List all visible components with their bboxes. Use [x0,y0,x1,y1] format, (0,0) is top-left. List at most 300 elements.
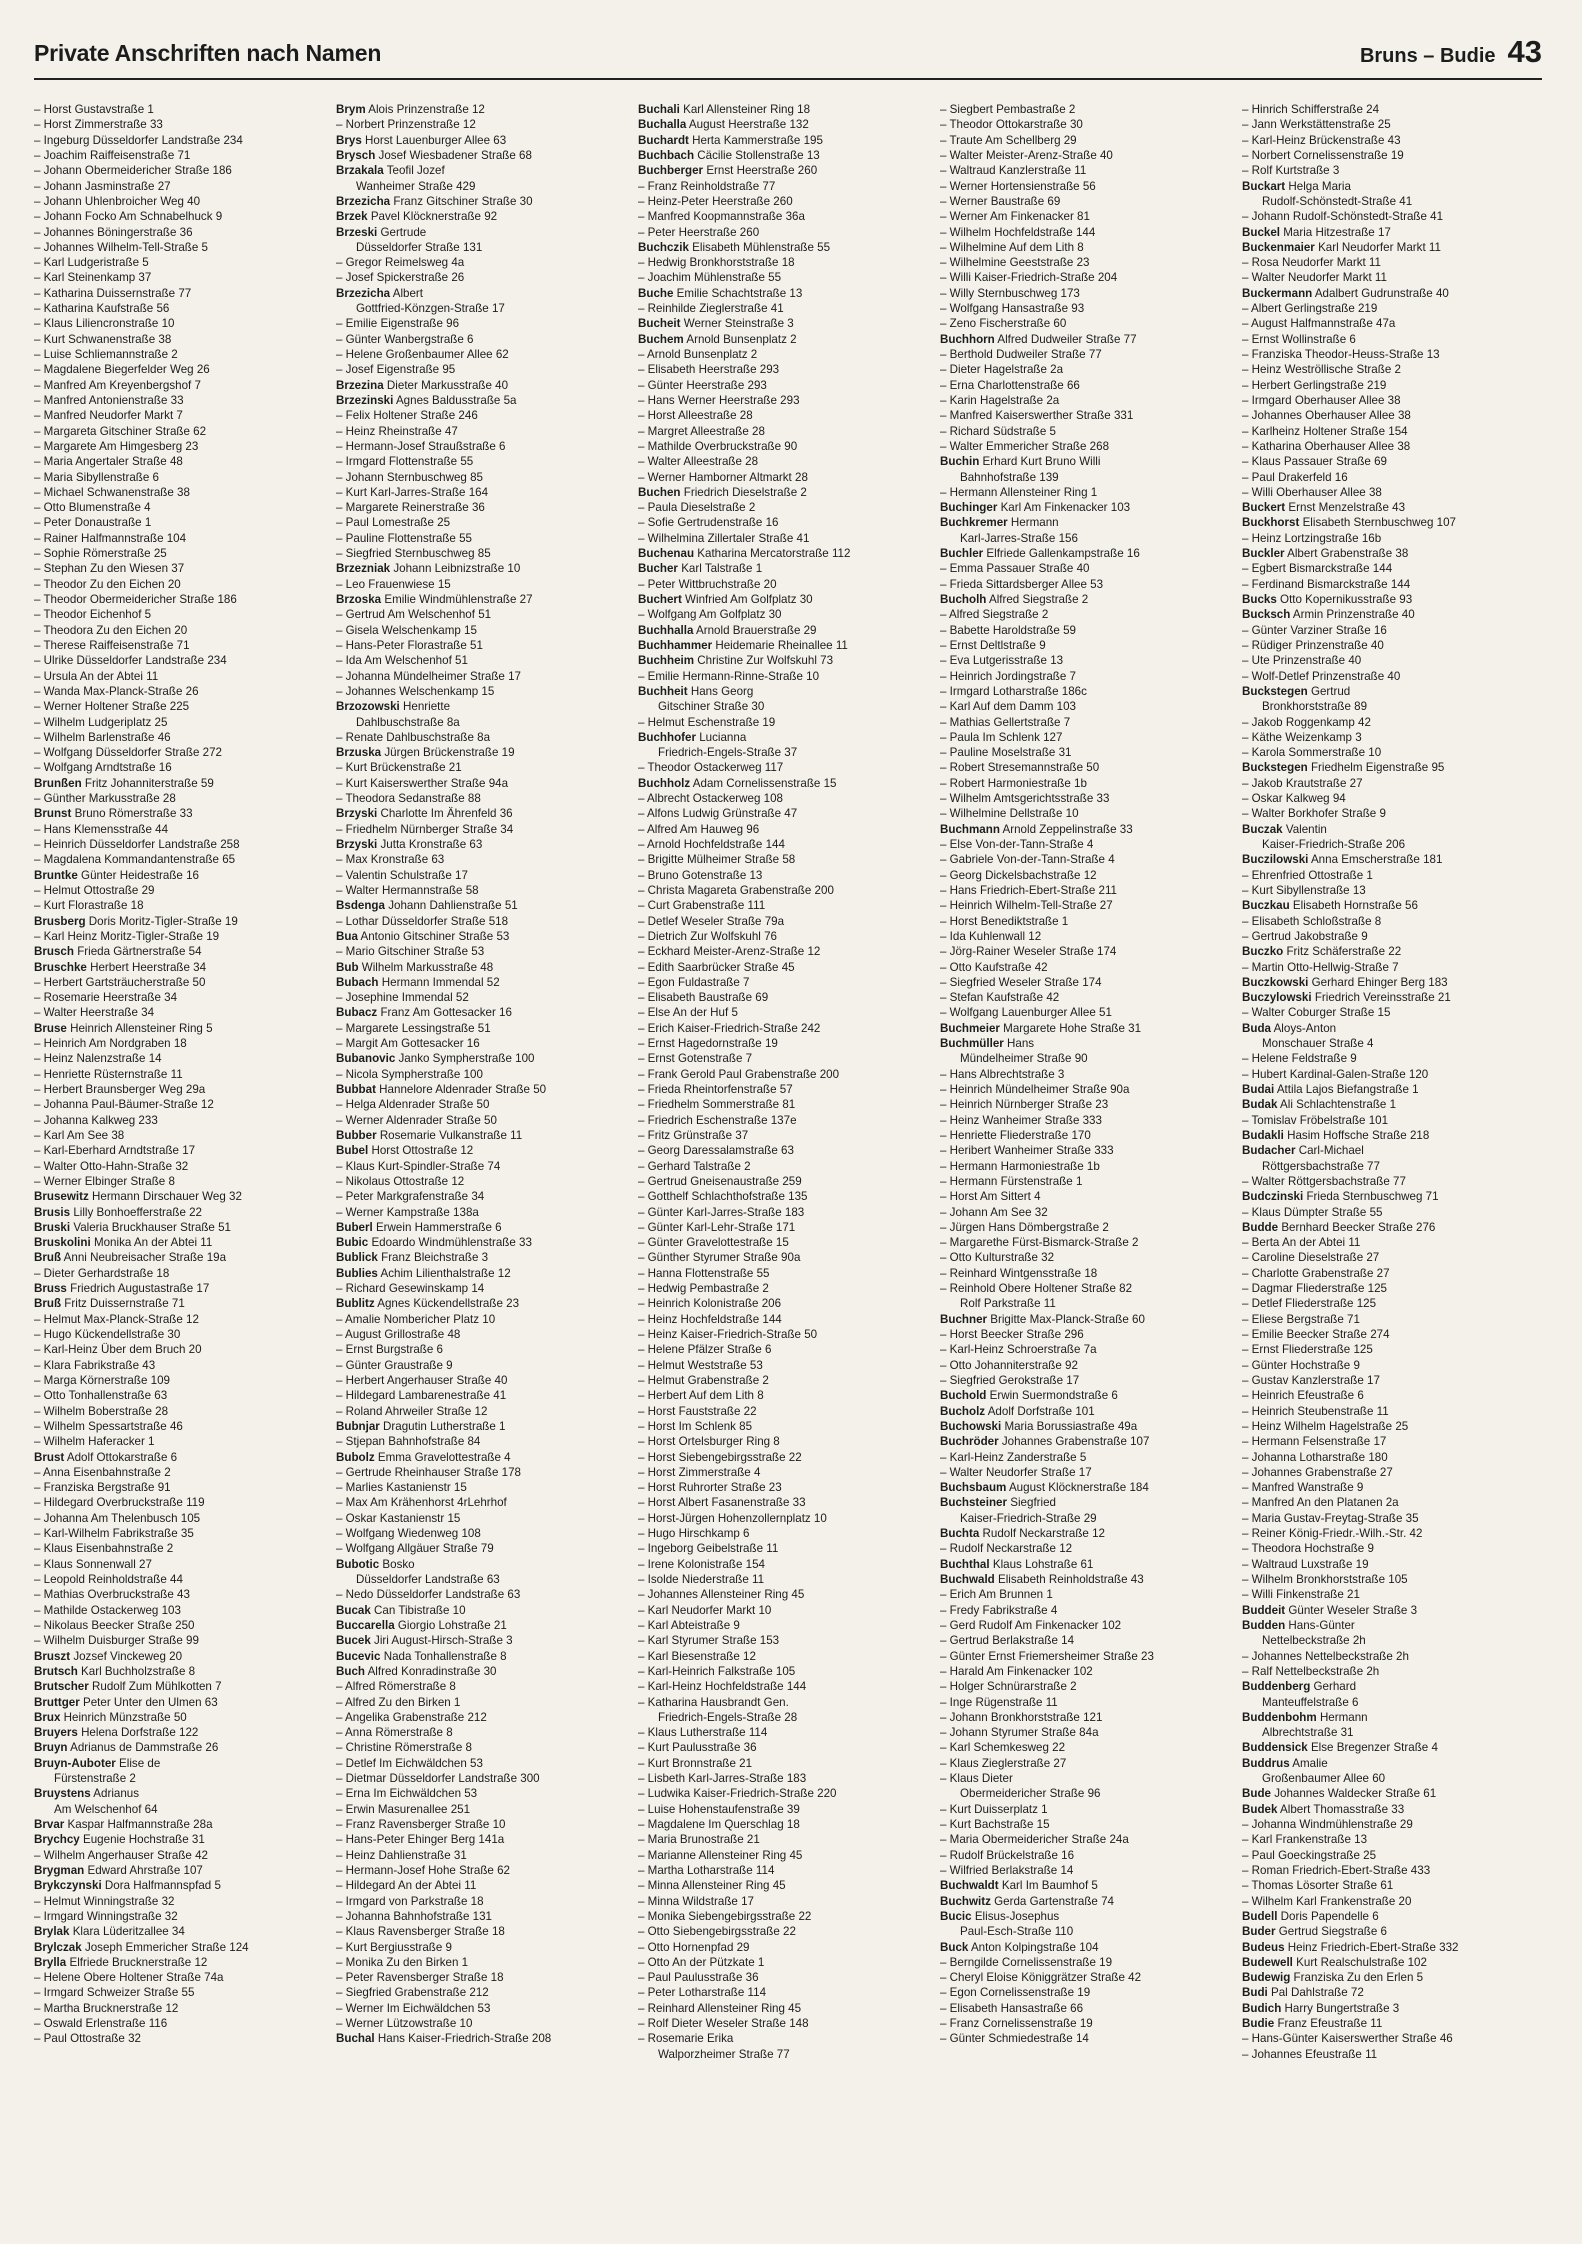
directory-entry [336,914,638,929]
directory-entry [336,837,638,852]
entry-text: – Siegbert Pembastraße 2 [940,103,1076,116]
entry-text: Hermann [1010,516,1059,530]
entry-surname: Bubel [336,1144,369,1158]
directory-entry [638,362,940,377]
directory-entry [638,760,940,775]
directory-entry [638,1005,940,1020]
entry-text: – Günter Varziner Straße 16 [1242,623,1387,637]
entry-text: – Karl-Heinrich Falkstraße 105 [638,1664,796,1678]
entry-text: – Manfred Wanstraße 9 [1242,1481,1364,1495]
directory-entry [1242,485,1544,500]
name-range: Bruns – Budie [1359,45,1496,67]
entry-text: – Frieda Sittardsberger Allee 53 [940,577,1104,591]
entry-text: Pavel Klöcknerstraße 92 [370,210,498,224]
directory-entry [638,454,940,469]
entry-text: – Magdalene Im Querschlag 18 [638,1818,800,1831]
entry-text: – Wolfgang Düsseldorfer Straße 272 [34,746,222,760]
directory-entry [1242,1679,1544,1694]
directory-entry [34,179,336,194]
entry-surname: Brygman [34,1863,85,1877]
entry-surname: Buckstegen [1242,684,1308,698]
entry-text: – Johann Obermeidericher Straße 186 [34,164,232,178]
entry-text: – Ludwika Kaiser-Friedrich-Straße 220 [638,1787,837,1801]
directory-entry [1242,1970,1544,1985]
directory-entry [34,1649,336,1664]
entry-text: – Reinhilde Zieglerstraße 41 [638,302,784,316]
directory-entry [940,561,1242,576]
directory-entry [1242,669,1544,684]
entry-text: – Jörg-Rainer Weseler Straße 174 [940,945,1117,959]
entry-text: – Heinz Kaiser-Friedrich-Straße 50 [638,1328,818,1341]
entry-text: Winfried Am Golfplatz 30 [685,593,813,606]
entry-text: – Karl-Heinz Zanderstraße 5 [940,1450,1087,1464]
entry-text: Großenbaumer Allee 60 [1262,1772,1386,1786]
directory-entry [34,1465,336,1480]
directory-entry [336,1495,638,1510]
directory-entry [336,1970,638,1985]
directory-entry [1242,117,1544,132]
directory-entry [1242,1266,1544,1281]
entry-text: – Johannes Welschenkamp 15 [336,684,495,698]
directory-entry [638,2047,940,2062]
directory-entry [638,1189,940,1204]
entry-text: – Johannes Allensteiner Ring 45 [638,1588,805,1602]
directory-entry [34,715,336,730]
column-1 [34,102,336,2226]
entry-text: – Elisabeth Heerstraße 293 [638,363,780,377]
directory-entry [940,760,1242,775]
directory-entry [638,791,940,806]
directory-entry [1242,424,1544,439]
directory-entry [1242,1618,1544,1633]
entry-text: – Siegfried Grabenstraße 212 [336,1986,489,2000]
directory-entry [34,806,336,821]
directory-entry [34,1740,336,1755]
entry-surname: Bruszt [34,1649,71,1663]
directory-entry [940,592,1242,607]
entry-text: Adolf Dorfstraße 101 [987,1404,1095,1418]
directory-entry [940,730,1242,745]
directory-entry [34,1909,336,1924]
entry-text: – Kurt Bergiusstraße 9 [336,1940,452,1954]
entry-text: Teofil Jozef [386,164,445,178]
entry-text: – Wolfgang Wiedenweg 108 [336,1527,481,1541]
entry-text: – Franziska Bergstraße 91 [34,1481,171,1495]
directory-entry [1242,699,1544,714]
directory-entry [34,1756,336,1771]
entry-text: – Mathias Overbruckstraße 43 [34,1588,190,1602]
directory-entry [940,1235,1242,1250]
directory-entry [34,546,336,561]
entry-text: – Franz Cornelissenstraße 19 [940,2017,1093,2031]
entry-surname: Bruystens [34,1787,91,1801]
directory-entry [1242,1051,1544,1066]
entry-text: – Paul Paulusstraße 36 [638,1971,759,1985]
entry-text: Henriette [403,700,451,714]
directory-entry [1242,1786,1544,1801]
entry-text: – Karl-Heinz Hochfeldstraße 144 [638,1680,807,1694]
directory-entry [940,1159,1242,1174]
directory-entry [1242,1848,1544,1863]
entry-text: Edward Ahrstraße 107 [87,1863,203,1877]
entry-text: – Harald Am Finkenacker 102 [940,1664,1093,1678]
directory-entry [336,1863,638,1878]
entry-text: – Horst Zimmerstraße 4 [638,1465,761,1479]
entry-text: – Kurt Paulusstraße 36 [638,1741,757,1755]
entry-text: – Ernst Fliederstraße 125 [1242,1343,1373,1357]
directory-entry [336,806,638,821]
directory-entry [34,531,336,546]
directory-entry [336,592,638,607]
entry-text: – Hedwig Bronkhorststraße 18 [638,256,795,270]
directory-entry [34,1358,336,1373]
directory-entry [336,1342,638,1357]
directory-entry [1242,1067,1544,1082]
entry-text: Hasim Hoffsche Straße 218 [1287,1128,1430,1142]
directory-entry [940,1710,1242,1725]
directory-entry [34,1388,336,1403]
directory-entry [638,1128,940,1143]
directory-entry [638,102,940,117]
directory-entry [336,929,638,944]
directory-entry [1242,1373,1544,1388]
entry-text: Johannes Waldecker Straße 61 [1274,1787,1437,1801]
entry-surname: Buchhofer [638,730,696,744]
entry-text: Werner Steinstraße 3 [683,317,794,331]
entry-surname: Brzoska [336,593,382,606]
directory-entry [34,975,336,990]
entry-text: – Siegfried Weseler Straße 174 [940,975,1102,989]
directory-entry [336,1005,638,1020]
entry-text: – Horst-Jürgen Hohenzollernplatz 10 [638,1511,827,1525]
entry-surname: Brylak [34,1925,70,1939]
entry-text: – Berthold Dudweiler Straße 77 [940,348,1102,361]
entry-text: – Karl Neudorfer Markt 10 [638,1603,772,1617]
directory-entry [34,883,336,898]
entry-text: Franz Bleichstraße 3 [381,1251,489,1265]
directory-entry [34,2031,336,2046]
directory-entry [638,1266,940,1281]
directory-entry [1242,1250,1544,1265]
entry-text: Elisus-Josephus [974,1909,1060,1923]
page-number: 43 [1507,34,1542,69]
entry-surname: Bucksch [1242,608,1291,622]
directory-entry [336,1358,638,1373]
entry-text: – Zeno Fischerstraße 60 [940,317,1067,331]
directory-entry [1242,806,1544,821]
entry-text: – Johann Bronkhorststraße 121 [940,1710,1103,1724]
entry-text: Friedhelm Eigenstraße 95 [1310,761,1445,775]
entry-text: Agnes Kückendellstraße 23 [377,1297,520,1311]
directory-entry [940,1878,1242,1893]
entry-text: – Heinrich Kolonistraße 206 [638,1297,782,1311]
entry-text: – Gerhard Talstraße 2 [638,1159,751,1173]
directory-entry [336,1771,638,1786]
entry-surname: Bruß [34,1251,62,1265]
directory-entry [940,2016,1242,2031]
entry-text: – Mathias Gellertstraße 7 [940,715,1071,729]
entry-text: – Margarethe Fürst-Bismarck-Straße 2 [940,1236,1139,1250]
directory-entry [1242,1419,1544,1434]
entry-text: – Wilhelmine Geeststraße 23 [940,256,1090,270]
directory-entry [336,240,638,255]
entry-surname: Buchheit [638,684,688,698]
directory-entry [1242,638,1544,653]
directory-entry [34,776,336,791]
directory-entry [638,653,940,668]
entry-text: Monschauer Straße 4 [1262,1037,1374,1051]
entry-text: – Leo Frauenwiese 15 [336,577,451,591]
directory-entry [1242,1695,1544,1710]
directory-entry [336,699,638,714]
entry-text: – Dietmar Düsseldorfer Landstraße 300 [336,1772,540,1786]
entry-text: – Wilhelm Hochfeldstraße 144 [940,225,1096,239]
entry-text: – Elisabeth Baustraße 69 [638,991,769,1005]
entry-surname: Buchen [638,485,681,499]
directory-entry [336,347,638,362]
entry-text: – Günter Ernst Friemersheimer Straße 23 [940,1649,1154,1663]
entry-text: – Minna Allensteiner Ring 45 [638,1879,786,1893]
entry-text: – Rudolf Neckarstraße 12 [940,1542,1073,1556]
directory-entry [1242,439,1544,454]
entry-text: – Heinz-Peter Heerstraße 260 [638,194,793,208]
directory-entry [1242,1327,1544,1342]
directory-entry [638,1327,940,1342]
directory-entry [34,1863,336,1878]
entry-text: Fritz Duissernstraße 71 [64,1297,185,1311]
entry-text: – Waltraud Kanzlerstraße 11 [940,164,1087,178]
directory-entry [336,684,638,699]
entry-surname: Buchmeier [940,1021,1000,1035]
entry-text: Erwein Hammerstraße 6 [375,1220,502,1234]
directory-entry [336,270,638,285]
entry-text: Mündelheimer Straße 90 [960,1052,1088,1066]
entry-text: – Anna Eisenbahnstraße 2 [34,1465,171,1479]
directory-entry [336,225,638,240]
entry-text: – Heinz Lortzingstraße 16b [1242,531,1382,545]
directory-entry [638,1159,940,1174]
entry-text: – Werner Aldenrader Straße 50 [336,1113,497,1127]
directory-entry [34,561,336,576]
directory-entry [1242,515,1544,530]
entry-text: – Alfred Am Hauweg 96 [638,822,760,836]
entry-text: – Friedhelm Nürnberger Straße 34 [336,822,514,836]
entry-text: – Frank Gerold Paul Grabenstraße 200 [638,1067,840,1081]
directory-entry [940,1894,1242,1909]
entry-text: – Sophie Römerstraße 25 [34,547,167,561]
directory-entry [638,745,940,760]
directory-entry [34,485,336,500]
directory-entry [638,806,940,821]
directory-entry [940,546,1242,561]
entry-text: – Johanna Mündelheimer Straße 17 [336,669,521,683]
entry-text: Karl Talstraße 1 [681,562,763,576]
directory-entry [336,1511,638,1526]
entry-text: – Werner Im Eichwäldchen 53 [336,2001,491,2015]
entry-text: – Heribert Wanheimer Straße 333 [940,1144,1114,1158]
entry-text: Carl-Michael [1298,1144,1364,1158]
directory-entry [336,1082,638,1097]
entry-text: – Paul Goeckingstraße 25 [1242,1848,1377,1862]
entry-surname: Brysch [336,148,376,162]
entry-surname: Bubotic [336,1557,380,1571]
directory-entry [336,148,638,163]
entry-text: – Werner Holtener Straße 225 [34,700,190,714]
entry-text: Erwin Suermondstraße 6 [989,1389,1118,1403]
directory-entry [1242,1281,1544,1296]
directory-entry [34,424,336,439]
entry-surname: Buchheim [638,654,695,668]
entry-surname: Bruse [34,1021,67,1035]
entry-text: – Max Am Krähenhorst 4rLehrhof [336,1496,507,1510]
directory-entry [336,485,638,500]
directory-entry [940,837,1242,852]
entry-text: Hermann Dirschauer Weg 32 [92,1190,242,1204]
directory-entry [638,699,940,714]
entry-text: – Jakob Krautstraße 27 [1242,776,1363,790]
entry-text: – Manfred Kaiserswerther Straße 331 [940,409,1134,423]
entry-text: – Peter Markgrafenstraße 34 [336,1190,485,1204]
entry-surname: Bublies [336,1266,378,1280]
directory-entry [34,1312,336,1327]
entry-surname: Buczak [1242,822,1283,836]
directory-entry [638,179,940,194]
entry-text: Gitschiner Straße 30 [658,700,765,714]
directory-entry [34,1955,336,1970]
entry-text: – Horst Fauststraße 22 [638,1404,757,1418]
entry-text: – Erich Am Brunnen 1 [940,1588,1053,1602]
entry-text: Johannes Grabenstraße 107 [1001,1435,1150,1449]
entry-text: – Hans Werner Heerstraße 293 [638,393,800,407]
entry-surname: Bubber [336,1128,377,1142]
directory-entry [638,1480,940,1495]
entry-text: – Wilhelm Angerhauser Straße 42 [34,1848,208,1862]
entry-surname: Bubanovic [336,1052,396,1066]
directory-entry [1242,1404,1544,1419]
directory-entry [940,1128,1242,1143]
directory-entry [940,1771,1242,1786]
entry-text: – Günter Graustraße 9 [336,1358,453,1372]
entry-text: – Nikolaus Beecker Straße 250 [34,1618,195,1632]
entry-text: – Pauline Flottenstraße 55 [336,531,472,545]
entry-text: Doris Moritz-Tigler-Straße 19 [88,914,238,928]
directory-entry [940,638,1242,653]
directory-entry [1242,975,1544,990]
entry-text: – Frieda Rheintorfenstraße 57 [638,1083,793,1096]
entry-text: – Günther Styrumer Straße 90a [638,1251,801,1265]
directory-entry [34,1434,336,1449]
directory-entry [638,1097,940,1112]
entry-text: – Karl Frankenstraße 13 [1242,1833,1368,1847]
entry-text: Adolf Ottokarstraße 6 [66,1450,178,1464]
entry-text: – Thomas Lösorter Straße 61 [1242,1879,1394,1893]
column-2 [336,102,638,2226]
entry-surname: Budeus [1242,1940,1285,1954]
entry-text: Doris Papendelle 6 [1280,1909,1379,1923]
entry-text: Alfred Dudweiler Straße 77 [997,332,1137,346]
directory-entry [940,745,1242,760]
directory-entry [1242,1342,1544,1357]
directory-entry [940,500,1242,515]
directory-entry [940,255,1242,270]
entry-text: – Erich Kaiser-Friedrich-Straße 242 [638,1021,821,1035]
entry-text: Dora Halfmannspfad 5 [104,1879,221,1893]
entry-surname: Buchin [940,455,980,469]
entry-surname: Bucheit [638,317,681,331]
entry-text: – Luise Schliemannstraße 2 [34,348,178,361]
directory-entry [34,1113,336,1128]
directory-entry [1242,2001,1544,2016]
entry-surname: Brzezinski [336,393,394,407]
entry-text: Aloys-Anton [1273,1021,1337,1035]
directory-entry [940,1511,1242,1526]
entry-text: Bosko [382,1557,415,1571]
directory-entry [638,470,940,485]
entry-text: Adrianus de Dammstraße 26 [70,1741,219,1755]
directory-entry [638,1342,940,1357]
entry-text: – Peter Ravensberger Straße 18 [336,1971,504,1985]
directory-entry [940,2031,1242,2046]
directory-entry [940,1649,1242,1664]
entry-text: Friedrich-Engels-Straße 37 [658,746,798,760]
entry-text: – Helene Pfälzer Straße 6 [638,1343,772,1357]
directory-entry [638,332,940,347]
directory-entry [940,362,1242,377]
entry-text: – Charlotte Grabenstraße 27 [1242,1266,1390,1280]
entry-text: – Katharina Duissernstraße 77 [34,286,192,300]
entry-surname: Bude [1242,1787,1271,1801]
directory-entry [638,1649,940,1664]
entry-text: – Edith Saarbrücker Straße 45 [638,960,795,974]
entry-text: – Günter Schmiedestraße 14 [940,2032,1089,2046]
directory-entry [1242,592,1544,607]
entry-text: Kaiser-Friedrich-Straße 29 [960,1511,1097,1525]
directory-entry [34,439,336,454]
entry-surname: Buck [940,1940,969,1954]
directory-entry [940,439,1242,454]
entry-text: – Rosa Neudorfer Markt 11 [1242,256,1381,270]
entry-text: – Oskar Kastanienstr 15 [336,1511,461,1525]
entry-text: – Dagmar Fliederstraße 125 [1242,1282,1387,1296]
directory-entry [940,515,1242,530]
entry-text: – Otto Siebengebirgsstraße 22 [638,1925,796,1939]
entry-text: – Friedhelm Sommerstraße 81 [638,1098,796,1112]
entry-text: – Jakob Roggenkamp 42 [1242,715,1371,729]
entry-surname: Buchold [940,1389,987,1403]
entry-text: – Detlef Im Eichwäldchen 53 [336,1756,483,1770]
entry-text: – Herbert Auf dem Lith 8 [638,1389,764,1403]
directory-entry [940,914,1242,929]
entry-surname: Buchem [638,332,684,346]
directory-entry [1242,301,1544,316]
directory-entry [638,1725,940,1740]
entry-surname: Buchberger [638,164,704,178]
directory-entry [336,1235,638,1250]
directory-entry [940,1327,1242,1342]
directory-entry [638,408,940,423]
directory-entry [34,1832,336,1847]
entry-text: – Otto Johanniterstraße 92 [940,1358,1078,1372]
entry-text: – Henriette Fliederstraße 170 [940,1128,1091,1142]
directory-entry [34,577,336,592]
entry-text: Christine Zur Wolfskuhl 73 [697,654,834,668]
entry-surname: Buddenberg [1242,1680,1311,1694]
directory-entry [34,1296,336,1311]
entry-text: – Wilhelm Amtsgerichtsstraße 33 [940,792,1110,806]
directory-entry [638,301,940,316]
entry-text: – Nicola Sympherstraße 100 [336,1067,483,1081]
entry-text: – Wilhelm Karl Frankenstraße 20 [1242,1894,1412,1908]
